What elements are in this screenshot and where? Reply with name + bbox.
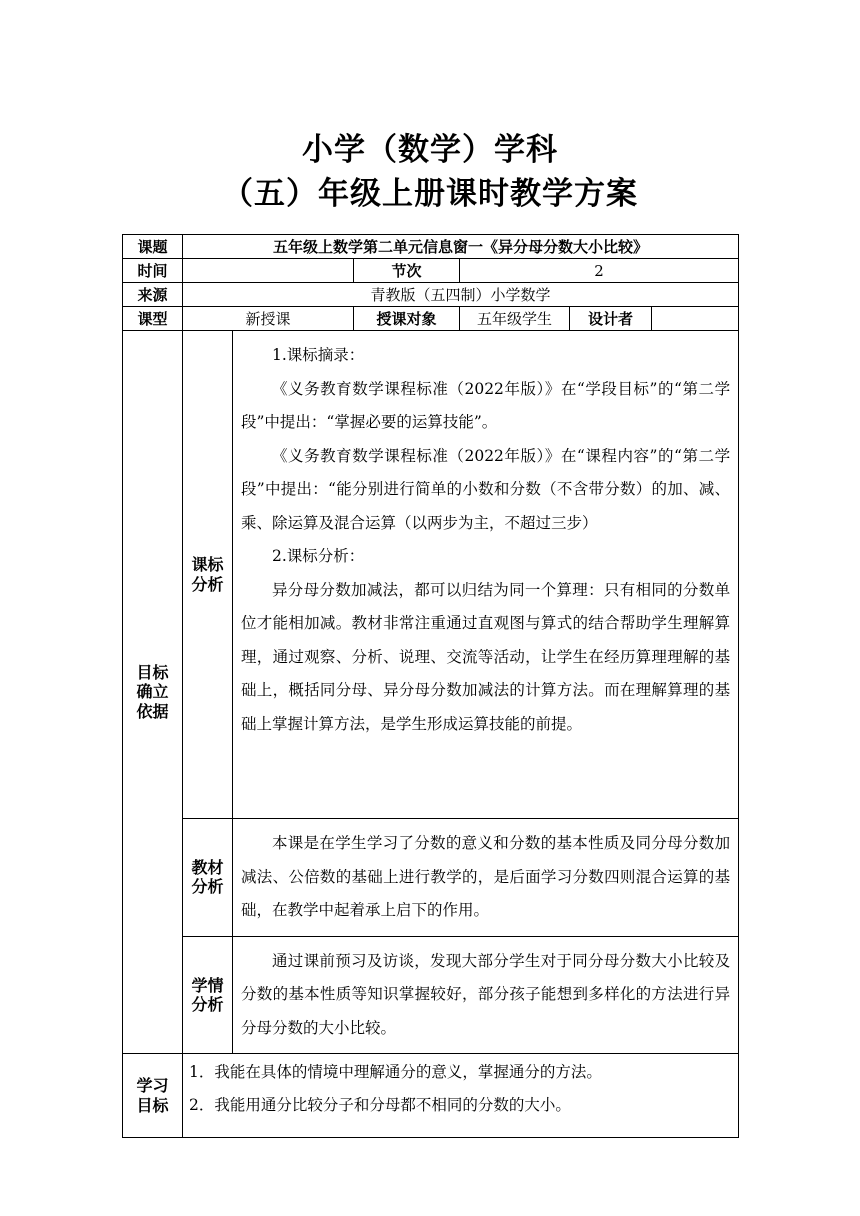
row-standard-analysis <box>123 331 739 819</box>
goals-label-text: 学习目标 <box>136 1076 169 1115</box>
lesson-plan-table <box>122 234 739 1138</box>
source-value: 青教版（五四制）小学数学 <box>183 283 739 307</box>
row-time <box>123 259 739 283</box>
standard-paragraph-4: 2.课标分析： <box>272 547 365 565</box>
standard-content <box>233 331 739 819</box>
standard-label-text: 课标分析 <box>191 555 224 594</box>
goal-item-2: 2．我能用通分比较分子和分母都不相同的分数的大小。 <box>189 1096 571 1114</box>
row-topic <box>123 235 739 259</box>
goals-label <box>123 1054 183 1138</box>
row-learner-analysis <box>123 936 739 1054</box>
source-label: 来源 <box>123 283 183 307</box>
session-value: 2 <box>460 259 739 283</box>
designer-label: 设计者 <box>570 307 652 331</box>
goals-content <box>183 1054 739 1138</box>
learner-text: 通过课前预习及访谈，发现大部分学生对于同分母分数大小比较及分数的基本性质等知识掌握较好，部分孩子能想到多样化的方法进行异分母分数的大小比较。 <box>241 951 731 1037</box>
learner-label <box>183 936 233 1054</box>
type-value: 新授课 <box>183 307 354 331</box>
standard-paragraph-1: 1.课标摘录： <box>272 346 365 364</box>
row-learning-goals <box>123 1054 739 1138</box>
time-value <box>183 259 354 283</box>
audience-value: 五年级学生 <box>460 307 570 331</box>
topic-label: 课题 <box>123 235 183 259</box>
topic-value: 五年级上数学第二单元信息窗一《异分母分数大小比较》 <box>183 235 739 259</box>
standard-paragraph-2: 《义务教育数学课程标准（2022年版）》在“学段目标”的“第二学段”中提出：“掌握必要的运算技能”。 <box>241 379 731 431</box>
standard-label <box>183 331 233 819</box>
learner-label-text: 学情分析 <box>191 975 224 1014</box>
textbook-label-text: 教材分析 <box>191 858 224 897</box>
document-title-line1: 小学（数学）学科 <box>302 132 558 168</box>
standard-paragraph-3: 《义务教育数学课程标准（2022年版）》在“课程内容”的“第二学段”中提出：“能分别进行简单的小数和分数（不含带分数）的加、减、乘、除运算及混合运算（以两步为主，不超过三步） <box>241 446 731 532</box>
row-textbook-analysis <box>123 819 739 937</box>
row-source <box>123 283 739 307</box>
audience-label: 授课对象 <box>354 307 460 331</box>
standard-paragraph-5: 异分母分数加减法，都可以归结为同一个算理：只有相同的分数单位才能相加减。教材非常注重通过直观图与算式的结合帮助学生理解算理，通过观察、分析、说理、交流等活动，让学生在经历算理理解的基础上，概括同分母、异分母分数加减法的计算方法。而在理解算理的基础上掌握计算方法，是学生形成运算技能的前提。 <box>241 580 731 733</box>
learner-content <box>233 936 739 1054</box>
time-label: 时间 <box>123 259 183 283</box>
type-label: 课型 <box>123 307 183 331</box>
document-title-line2: （五）年级上册课时教学方案 <box>222 176 638 212</box>
row-type <box>123 307 739 331</box>
basis-label-text: 目标确立依据 <box>136 663 169 721</box>
goal-item-1: 1．我能在具体的情境中理解通分的意义，掌握通分的方法。 <box>189 1063 602 1081</box>
textbook-label <box>183 819 233 937</box>
basis-label <box>123 331 183 1054</box>
textbook-content <box>233 819 739 937</box>
designer-value <box>652 307 739 331</box>
session-label: 节次 <box>354 259 460 283</box>
textbook-text: 本课是在学生学习了分数的意义和分数的基本性质及同分母分数加减法、公倍数的基础上进行教学的，是后面学习分数四则混合运算的基础，在教学中起着承上启下的作用。 <box>241 834 731 919</box>
